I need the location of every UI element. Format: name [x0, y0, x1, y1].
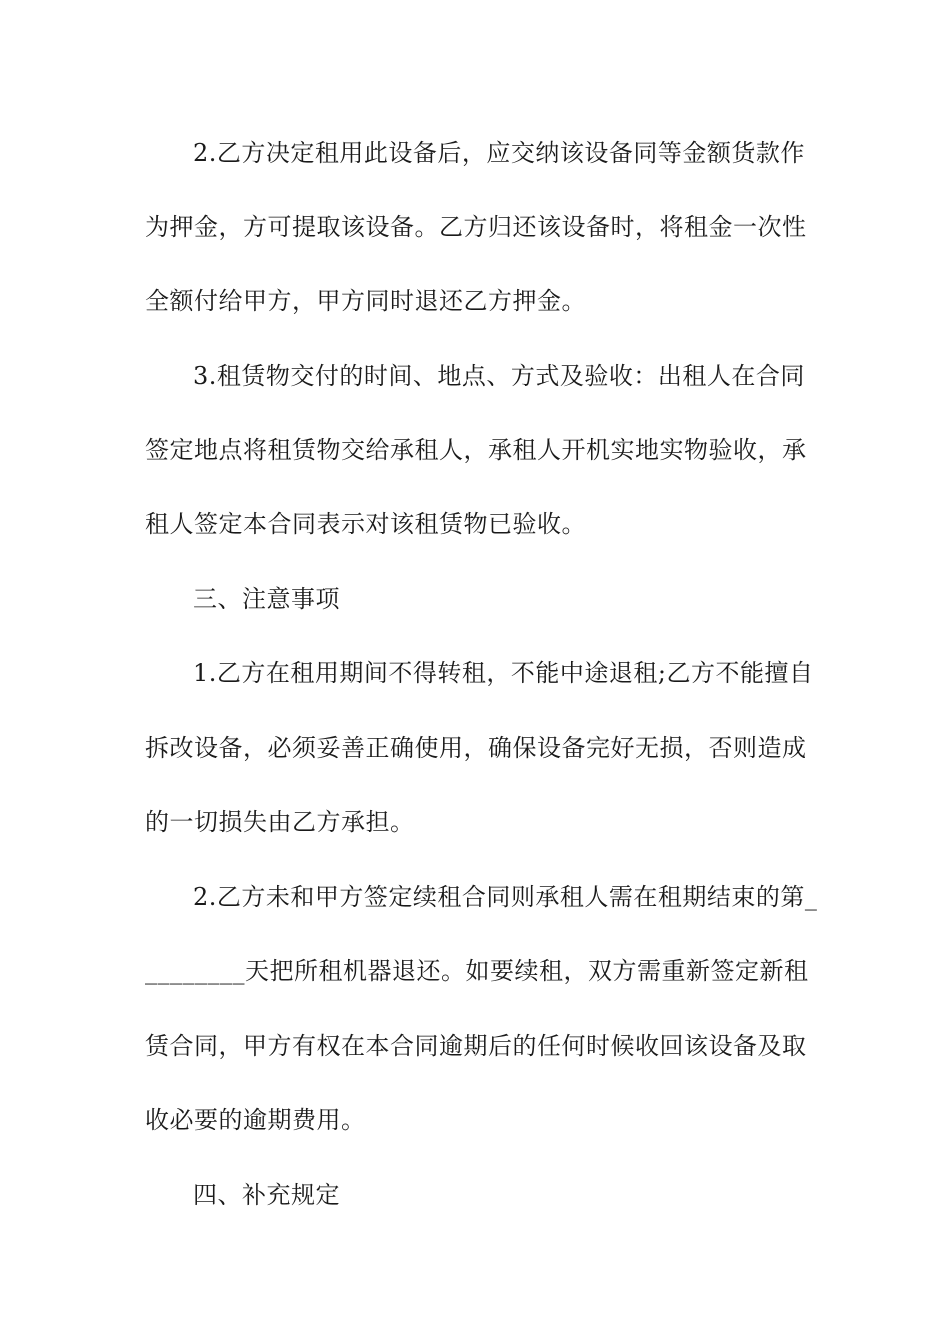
notice-2-line-4: 收必要的逾期费用。: [145, 1106, 366, 1134]
clause-3-line-3: 租人签定本合同表示对该租赁物已验收。: [145, 510, 586, 538]
clause-2-line-1: 2.乙方决定租用此设备后，应交纳该设备同等金额货款作: [193, 139, 805, 167]
section-3-heading: 三、注意事项: [193, 585, 340, 613]
notice-2-line-2: ________天把所租机器退还。如要续租，双方需重新签定新租: [145, 957, 809, 985]
notice-1-line-1: 1.乙方在租用期间不得转租，不能中途退租;乙方不能擅自: [193, 659, 814, 687]
clause-3-line-1: 3.租赁物交付的时间、地点、方式及验收：出租人在合同: [193, 362, 805, 390]
notice-1-line-3: 的一切损失由乙方承担。: [145, 808, 415, 836]
clause-3-line-2: 签定地点将租赁物交给承租人，承租人开机实地实物验收，承: [145, 436, 807, 464]
notice-1-line-2: 拆改设备，必须妥善正确使用，确保设备完好无损，否则造成: [145, 734, 807, 762]
clause-2-line-2: 为押金，方可提取该设备。乙方归还该设备时，将租金一次性: [145, 213, 807, 241]
clause-2-line-3: 全额付给甲方，甲方同时退还乙方押金。: [145, 287, 586, 315]
section-4-heading: 四、补充规定: [193, 1181, 340, 1209]
notice-2-line-1: 2.乙方未和甲方签定续租合同则承租人需在租期结束的第_: [193, 883, 818, 911]
notice-2-line-3: 赁合同，甲方有权在本合同逾期后的任何时候收回该设备及取: [145, 1032, 807, 1060]
